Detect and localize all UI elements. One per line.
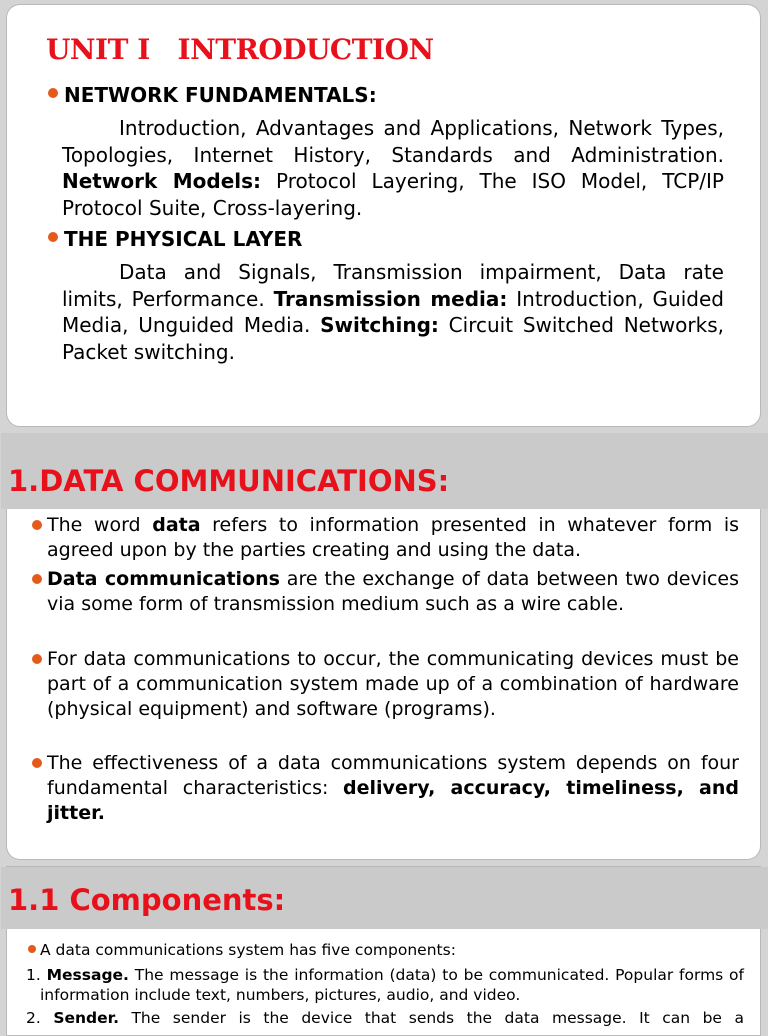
bullet-item-effectiveness: The effectiveness of a data communications system depends on four fundamental characteristics: delivery, accuracy, timeliness, and jitter. [47,752,739,824]
slide-title: 1.1 Components: [8,883,286,917]
paragraph-physical-layer: Data and Signals, Transmission impairment, Data rate limits, Performance. Transmission media: Introduction, Guided Media, Unguided Media. Switching: Circuit Switched Networks, Packet switching. [62,260,724,364]
bullet-icon [32,574,42,584]
slide-title: 1.DATA COMMUNICATIONS: [8,464,450,498]
component-item-sender: 2. Sender. The sender is the device that sends the data message. It can be a [26,1009,744,1027]
section-heading-physical-layer: THE PHYSICAL LAYER [64,227,303,251]
paragraph-network-fundamentals: Introduction, Advantages and Applications, Network Types, Topologies, Internet History, Standards and Administration. Network Models: Protocol Layering, The ISO Model, TCP/IP Protocol Suite, Cross-layering. [62,116,724,220]
bullet-item-data-definition: The word data refers to information presented in whatever form is agreed upon by the parties creating and using the data. [47,514,739,561]
section-heading-network-fundamentals: NETWORK FUNDAMENTALS: [64,83,377,107]
components-intro: A data communications system has five components: [40,941,456,959]
slide-unit-introduction [6,4,761,427]
bullet-item-data-communications: Data communications are the exchange of data between two devices via some form of transmission medium such as a wire cable. [47,568,740,615]
bullet-icon [28,945,36,953]
bullet-item-communication-system: For data communications to occur, the communicating devices must be part of a communication system made up of a combination of hardware (physical equipment) and software (programs). [47,648,739,720]
bullet-icon [32,520,42,530]
bullet-icon [32,654,42,664]
slide-title: UNIT I INTRODUCTION [46,33,434,66]
component-item-message: 1. Message. The message is the information (data) to be communicated. Popular forms of information include text, numbers, pictures, audio, and video. [26,966,744,1004]
bullet-icon [32,758,42,768]
slide-data-communications [6,433,761,860]
bullet-icon [48,232,58,242]
bullet-icon [48,88,58,98]
slide-components [6,866,761,1036]
